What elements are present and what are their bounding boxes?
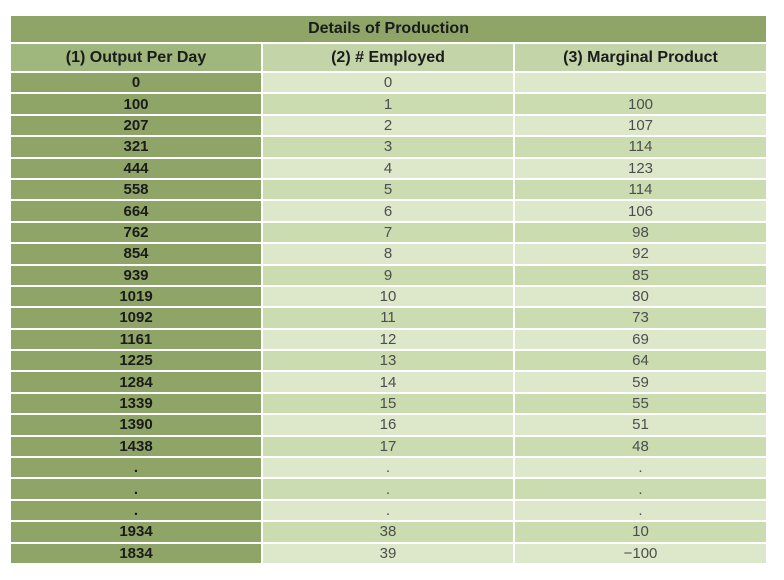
table-row xyxy=(11,137,766,158)
output-cell: 1161 xyxy=(11,330,263,351)
marginal-product-cell: . xyxy=(515,458,766,479)
employed-cell: 16 xyxy=(263,415,515,436)
marginal-product-cell: 114 xyxy=(515,137,766,158)
marginal-product-cell: 100 xyxy=(515,94,766,115)
table-row xyxy=(11,479,766,500)
table-row xyxy=(11,201,766,222)
table-row xyxy=(11,372,766,393)
output-cell: 1390 xyxy=(11,415,263,436)
employed-cell: . xyxy=(263,458,515,479)
header-output-per-day: (1) Output Per Day xyxy=(11,44,263,73)
table-title: Details of Production xyxy=(11,16,766,44)
output-cell: 1019 xyxy=(11,287,263,308)
table-row xyxy=(11,73,766,94)
marginal-product-cell: 92 xyxy=(515,244,766,265)
production-table xyxy=(11,16,766,565)
marginal-product-cell: 85 xyxy=(515,266,766,287)
employed-cell: 14 xyxy=(263,372,515,393)
employed-cell: 38 xyxy=(263,522,515,543)
output-cell: 1834 xyxy=(11,544,263,565)
table-row xyxy=(11,266,766,287)
marginal-product-cell: 107 xyxy=(515,116,766,137)
output-cell: 1438 xyxy=(11,437,263,458)
output-cell: 444 xyxy=(11,159,263,180)
table-row xyxy=(11,330,766,351)
output-cell: 939 xyxy=(11,266,263,287)
table-body xyxy=(11,73,766,565)
marginal-product-cell: 51 xyxy=(515,415,766,436)
marginal-product-cell: 123 xyxy=(515,159,766,180)
employed-cell: 1 xyxy=(263,94,515,115)
marginal-product-cell: 48 xyxy=(515,437,766,458)
employed-cell: 8 xyxy=(263,244,515,265)
output-cell: 854 xyxy=(11,244,263,265)
employed-cell: 11 xyxy=(263,308,515,329)
output-cell: 100 xyxy=(11,94,263,115)
employed-cell: 3 xyxy=(263,137,515,158)
employed-cell: . xyxy=(263,479,515,500)
marginal-product-cell: . xyxy=(515,479,766,500)
employed-cell: 17 xyxy=(263,437,515,458)
header-employed: (2) # Employed xyxy=(263,44,515,73)
employed-cell: 7 xyxy=(263,223,515,244)
marginal-product-cell: 73 xyxy=(515,308,766,329)
table-row xyxy=(11,544,766,565)
table-row xyxy=(11,308,766,329)
marginal-product-cell: 114 xyxy=(515,180,766,201)
marginal-product-cell: 106 xyxy=(515,201,766,222)
marginal-product-cell: 64 xyxy=(515,351,766,372)
output-cell: 1225 xyxy=(11,351,263,372)
employed-cell: 4 xyxy=(263,159,515,180)
table-row xyxy=(11,394,766,415)
employed-cell: 13 xyxy=(263,351,515,372)
employed-cell: 5 xyxy=(263,180,515,201)
table-row xyxy=(11,501,766,522)
table-row xyxy=(11,244,766,265)
marginal-product-cell: 59 xyxy=(515,372,766,393)
output-cell: 0 xyxy=(11,73,263,94)
employed-cell: 0 xyxy=(263,73,515,94)
table-row xyxy=(11,522,766,543)
employed-cell: 15 xyxy=(263,394,515,415)
marginal-product-cell: . xyxy=(515,501,766,522)
output-cell: . xyxy=(11,479,263,500)
table-row xyxy=(11,287,766,308)
marginal-product-cell: 10 xyxy=(515,522,766,543)
table-row xyxy=(11,223,766,244)
output-cell: 207 xyxy=(11,116,263,137)
marginal-product-cell xyxy=(515,73,766,94)
marginal-product-cell: 55 xyxy=(515,394,766,415)
table-row xyxy=(11,415,766,436)
output-cell: 1092 xyxy=(11,308,263,329)
output-cell: 1934 xyxy=(11,522,263,543)
output-cell: 321 xyxy=(11,137,263,158)
employed-cell: 10 xyxy=(263,287,515,308)
employed-cell: . xyxy=(263,501,515,522)
marginal-product-cell: 80 xyxy=(515,287,766,308)
marginal-product-cell: 69 xyxy=(515,330,766,351)
output-cell: 664 xyxy=(11,201,263,222)
output-cell: . xyxy=(11,458,263,479)
output-cell: 1339 xyxy=(11,394,263,415)
employed-cell: 9 xyxy=(263,266,515,287)
table-row xyxy=(11,180,766,201)
marginal-product-cell: 98 xyxy=(515,223,766,244)
output-cell: . xyxy=(11,501,263,522)
employed-cell: 6 xyxy=(263,201,515,222)
employed-cell: 12 xyxy=(263,330,515,351)
output-cell: 558 xyxy=(11,180,263,201)
marginal-product-cell: −100 xyxy=(515,544,766,565)
employed-cell: 39 xyxy=(263,544,515,565)
output-cell: 762 xyxy=(11,223,263,244)
header-marginal-product: (3) Marginal Product xyxy=(515,44,766,73)
table-row xyxy=(11,351,766,372)
output-cell: 1284 xyxy=(11,372,263,393)
production-table-container xyxy=(11,16,766,565)
table-row xyxy=(11,94,766,115)
table-row xyxy=(11,116,766,137)
table-row xyxy=(11,458,766,479)
table-row xyxy=(11,437,766,458)
employed-cell: 2 xyxy=(263,116,515,137)
table-row xyxy=(11,159,766,180)
